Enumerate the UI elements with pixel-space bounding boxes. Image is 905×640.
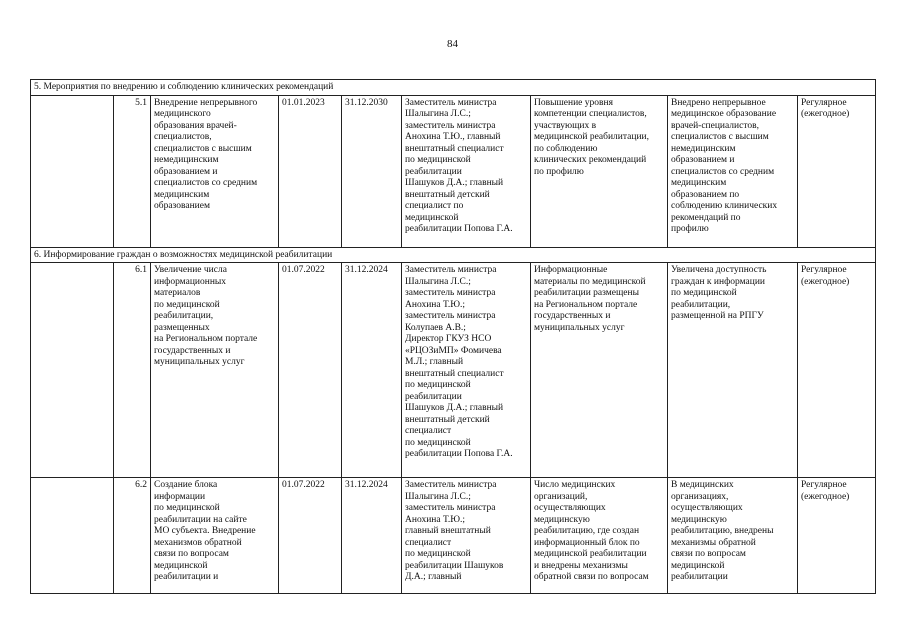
item-number: 5.1 <box>114 95 151 247</box>
frequency: Регулярное (ежегодное) <box>798 95 876 247</box>
section-title: 5. Мероприятия по внедрению и соблюдению клинических рекомендаций <box>31 80 876 96</box>
measure-name: Создание блока информации по медицинской реабилитации на сайте МО субъекта. Внедрение механизмов обратной связи по вопросам медицинской реабилитации и <box>151 478 279 594</box>
start-date: 01.01.2023 <box>279 95 342 247</box>
end-date: 31.12.2030 <box>342 95 402 247</box>
indicator: Число медицинских организаций, осуществляющих медицинскую реабилитацию, где создан информационный блок по медицинской реабилитации и внедрены механизмы обратной связи по вопросам <box>531 478 668 594</box>
item-number: 6.2 <box>114 478 151 594</box>
end-date: 31.12.2024 <box>342 263 402 478</box>
item-number: 6.1 <box>114 263 151 478</box>
indicator: Повышение уровня компетенции специалистов, участвующих в медицинской реабилитации, по соблюдению клинических рекомендаций по профилю <box>531 95 668 247</box>
empty-cell <box>31 263 114 478</box>
table-row <box>31 263 876 478</box>
responsible-persons: Заместитель министра Шалыгина Л.С.; заместитель министра Анохина Т.Ю.; заместитель министра Колупаев А.В.; Директор ГКУЗ НСО «РЦОЗиМП» Фомичева М.Л.; главный внештатный специалист по медицинской реабилитации Шашуков Д.А.; главный внештатный детский специалист по медицинской реабилитации Попова Г.А. <box>402 263 531 478</box>
section-title: 6. Информирование граждан о возможностях медицинской реабилитации <box>31 247 876 263</box>
page-number: 84 <box>447 38 458 50</box>
section-header-row <box>31 247 876 263</box>
expected-result: Увеличена доступность граждан к информации по медицинской реабилитации, размещенной на РПГУ <box>668 263 798 478</box>
table-row <box>31 478 876 594</box>
expected-result: В медицинских организациях, осуществляющих медицинскую реабилитацию, внедрены механизмы обратной связи по вопросам медицинской реабилитации <box>668 478 798 594</box>
indicator: Информационные материалы по медицинской реабилитации размещены на Региональном портале государственных и муниципальных услуг <box>531 263 668 478</box>
start-date: 01.07.2022 <box>279 478 342 594</box>
frequency: Регулярное (ежегодное) <box>798 263 876 478</box>
responsible-persons: Заместитель министра Шалыгина Л.С.; заместитель министра Анохина Т.Ю., главный внештатный специалист по медицинской реабилитации Шашуков Д.А.; главный внештатный детский специалист по медицинской реабилитации Попова Г.А. <box>402 95 531 247</box>
section-header-row <box>31 80 876 96</box>
empty-cell <box>31 95 114 247</box>
end-date: 31.12.2024 <box>342 478 402 594</box>
frequency: Регулярное (ежегодное) <box>798 478 876 594</box>
measure-name: Увеличение числа информационных материалов по медицинской реабилитации, размещенных на Региональном портале государственных и муниципальных услуг <box>151 263 279 478</box>
responsible-persons: Заместитель министра Шалыгина Л.С.; заместитель министра Анохина Т.Ю.; главный внештатный специалист по медицинской реабилитации Шашуков Д.А.; главный <box>402 478 531 594</box>
start-date: 01.07.2022 <box>279 263 342 478</box>
empty-cell <box>31 478 114 594</box>
expected-result: Внедрено непрерывное медицинское образование врачей-специалистов, специалистов с высшим немедицинским образованием и специалистов со средним медицинским образованием по соблюдению клинических рекомендаций по профилю <box>668 95 798 247</box>
measure-name: Внедрение непрерывного медицинского образования врачей- специалистов, специалистов с высшим немедицинским образованием и специалистов со средним медицинским образованием <box>151 95 279 247</box>
measures-table <box>30 79 876 594</box>
table-row <box>31 95 876 247</box>
